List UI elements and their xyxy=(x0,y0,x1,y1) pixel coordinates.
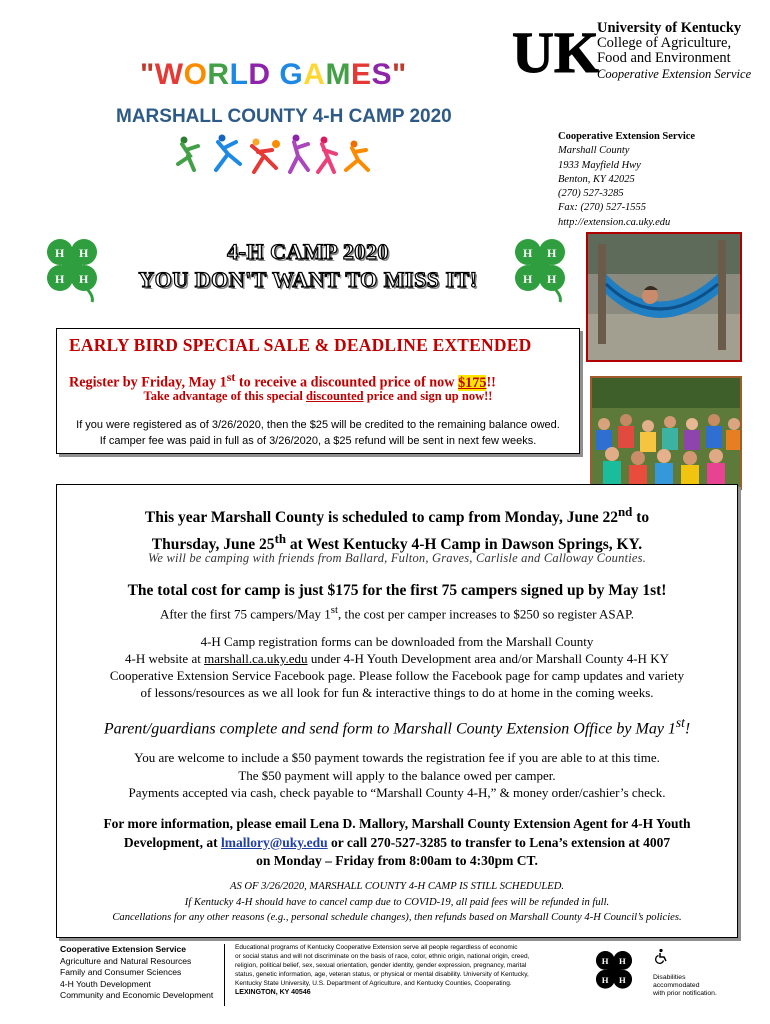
four-h-clover-icon xyxy=(588,946,640,998)
svg-text:H: H xyxy=(601,956,609,967)
athlete-figure xyxy=(178,137,198,171)
camp-details-box xyxy=(56,484,738,938)
title-letter: M xyxy=(325,58,351,91)
title-letter: " xyxy=(391,58,407,91)
wheelchair-accessibility-icon xyxy=(653,948,669,964)
footer-nondiscrimination: Educational programs of Kentucky Cooperative Extension serve all people regardless of economic or social status and will not discriminate on the basis of race, color, ethnic origin, national origin, creed, religion, political belief, sex, sexual orientation, gender identity, gender expression, pregnancy, marital status, genetic information, age, veteran status, or physical or mental disability. University of Kentucky, Kentucky State University, U.S. Department of Agriculture, and Kentucky Counties, Cooperating. LEXINGTON, KY 40546 xyxy=(235,944,530,996)
athlete-figure xyxy=(252,139,280,173)
svg-text:H: H xyxy=(55,246,65,260)
svg-text:H: H xyxy=(601,974,609,985)
extension-service-name: Cooperative Extension Service xyxy=(597,67,752,81)
svg-text:H: H xyxy=(523,272,533,286)
office-line: Benton, KY 42025 xyxy=(558,173,635,185)
university-name: University of Kentucky xyxy=(597,20,742,36)
athlete-figure xyxy=(216,135,240,171)
register-by-line: Register by Friday, May 1st to receive a discounted price of now $175!! xyxy=(69,370,496,391)
athlete-figure xyxy=(318,137,336,173)
svg-text:H: H xyxy=(79,272,89,286)
athletes-illustration xyxy=(168,130,378,180)
camp-headline-line1: 4-H CAMP 2020 xyxy=(227,239,389,264)
title-letter: D xyxy=(248,58,271,91)
office-line: Fax: (270) 527-1555 xyxy=(558,202,647,214)
uk-logo-text: UK xyxy=(512,20,599,85)
camp-schedule-text: This year Marshall County is scheduled to camp from Monday, June 22nd to Thursday, June 25th at West Kentucky 4-H Camp in Dawson Springs, KY. xyxy=(144,504,650,554)
camping-counties-text: We will be camping with friends from Ballard, Fulton, Graves, Carlisle and Calloway Counties. xyxy=(147,551,647,565)
office-heading: Cooperative Extension Service xyxy=(558,131,696,142)
campers-crowd-photo xyxy=(590,376,742,490)
footer-program-areas: Cooperative Extension Service Agriculture and Natural Resources Family and Consumer Sciences 4-H Youth Development Community and Economic Development xyxy=(60,944,214,1000)
svg-text:H: H xyxy=(619,956,626,967)
svg-text:H: H xyxy=(619,974,626,985)
svg-text:H: H xyxy=(547,246,557,260)
office-line: Marshall County xyxy=(558,145,630,157)
athlete-figure xyxy=(346,141,368,171)
four-h-clover-icon xyxy=(36,232,108,304)
office-contact-block xyxy=(558,130,695,230)
agent-email-link[interactable]: lmallory@uky.edu xyxy=(220,834,328,850)
office-line: 1933 Mayfield Hwy xyxy=(558,159,641,171)
camper-hammock-photo xyxy=(586,232,742,362)
early-bird-heading: EARLY BIRD SPECIAL SALE & DEADLINE EXTENDED xyxy=(69,335,532,355)
title-letter: O xyxy=(183,58,208,91)
title-letter xyxy=(271,58,280,92)
camp-headline-line2: YOU DON'T WANT TO MISS IT! xyxy=(138,267,478,292)
price-increase-text: After the first 75 campers/May 1st, the cost per camper increases to $250 so register ASAP. xyxy=(159,604,635,622)
camp-headline xyxy=(118,238,498,294)
title-letter: A xyxy=(303,58,326,91)
title-letter: E xyxy=(350,58,372,91)
title-letter: L xyxy=(229,58,249,91)
title-letter: R xyxy=(207,58,230,91)
total-cost-text: The total cost for camp is just $175 for the first 75 campers signed up by May 1st! xyxy=(127,582,667,599)
county-website-link[interactable]: marshall.ca.uky.edu xyxy=(204,651,308,666)
svg-text:H: H xyxy=(55,272,65,286)
payment-info-text: You are welcome to include a $50 payment towards the registration fee if you are able to at this time. The $50 payment will apply to the balance owed per camper. Payments accepted via cash, check payable to “Marshall County 4-H,” & money order/cashier’s check. xyxy=(128,750,666,800)
registration-forms-text: 4-H Camp registration forms can be downloaded from the Marshall County 4-H website at marshall.ca.uky.edu under 4-H Youth Development area and/or Marshall County 4-H KY Cooperative Extension Service Facebook page. Please follow the Facebook page for camp updates and variety of lessons/resources as we all look for fun & interactive things to do at home in the coming weeks. xyxy=(109,634,685,700)
send-form-instruction: Parent/guardians complete and send form to Marshall County Extension Office by May 1st! xyxy=(103,715,691,738)
title-letter: W xyxy=(154,58,184,91)
discount-price: $175 xyxy=(458,374,487,391)
college-name-cont: Food and Environment xyxy=(597,50,731,66)
contact-info-text: For more information, please email Lena D. Mallory, Marshall County Extension Agent for 4-H Youth Development, at lmallory@uky.edu or call 270-527-3285 to transfer to Lena’s extension at 4007 on Monday – Friday from 8:00am to 4:30pm CT. xyxy=(103,816,691,868)
title-letter: G xyxy=(279,58,304,91)
athlete-figure xyxy=(290,135,308,173)
four-h-clover-icon xyxy=(504,232,576,304)
early-bird-box xyxy=(56,328,580,454)
take-advantage-line: Take advantage of this special discounted price and sign up now!! xyxy=(143,389,493,403)
title-letter: " xyxy=(140,58,155,91)
covid-status-note: AS OF 3/26/2020, MARSHALL COUNTY 4-H CAMP IS STILL SCHEDULED. If Kentucky 4-H should have to cancel camp due to COVID-19, all paid fees will be refunded in full. Cancellations for any other reasons (e.g., personal schedule changes), then refunds based on Marshall County 4-H Council’s policies. xyxy=(112,881,682,923)
uk-logo xyxy=(510,20,599,85)
college-name: College of Agriculture, xyxy=(597,35,732,51)
footer-divider xyxy=(224,944,225,1006)
flyer-title xyxy=(140,58,407,92)
svg-text:H: H xyxy=(547,272,557,286)
svg-text:H: H xyxy=(523,246,533,260)
office-website[interactable]: http://extension.ca.uky.edu xyxy=(558,216,671,228)
office-line: (270) 527-3285 xyxy=(558,188,624,200)
credit-refund-note: If you were registered as of 3/26/2020, then the $25 will be credited to the remaining balance owed. If camper fee was paid in full as of 3/26/2020, a $25 refund will be sent in next few weeks. xyxy=(76,419,560,447)
flyer-subtitle: MARSHALL COUNTY 4-H CAMP 2020 xyxy=(116,106,452,127)
disabilities-accommodated-note: Disabilities accommodated with prior notification. xyxy=(653,974,717,998)
title-letter: S xyxy=(371,58,392,91)
university-name-block xyxy=(597,20,751,82)
svg-text:H: H xyxy=(79,246,89,260)
